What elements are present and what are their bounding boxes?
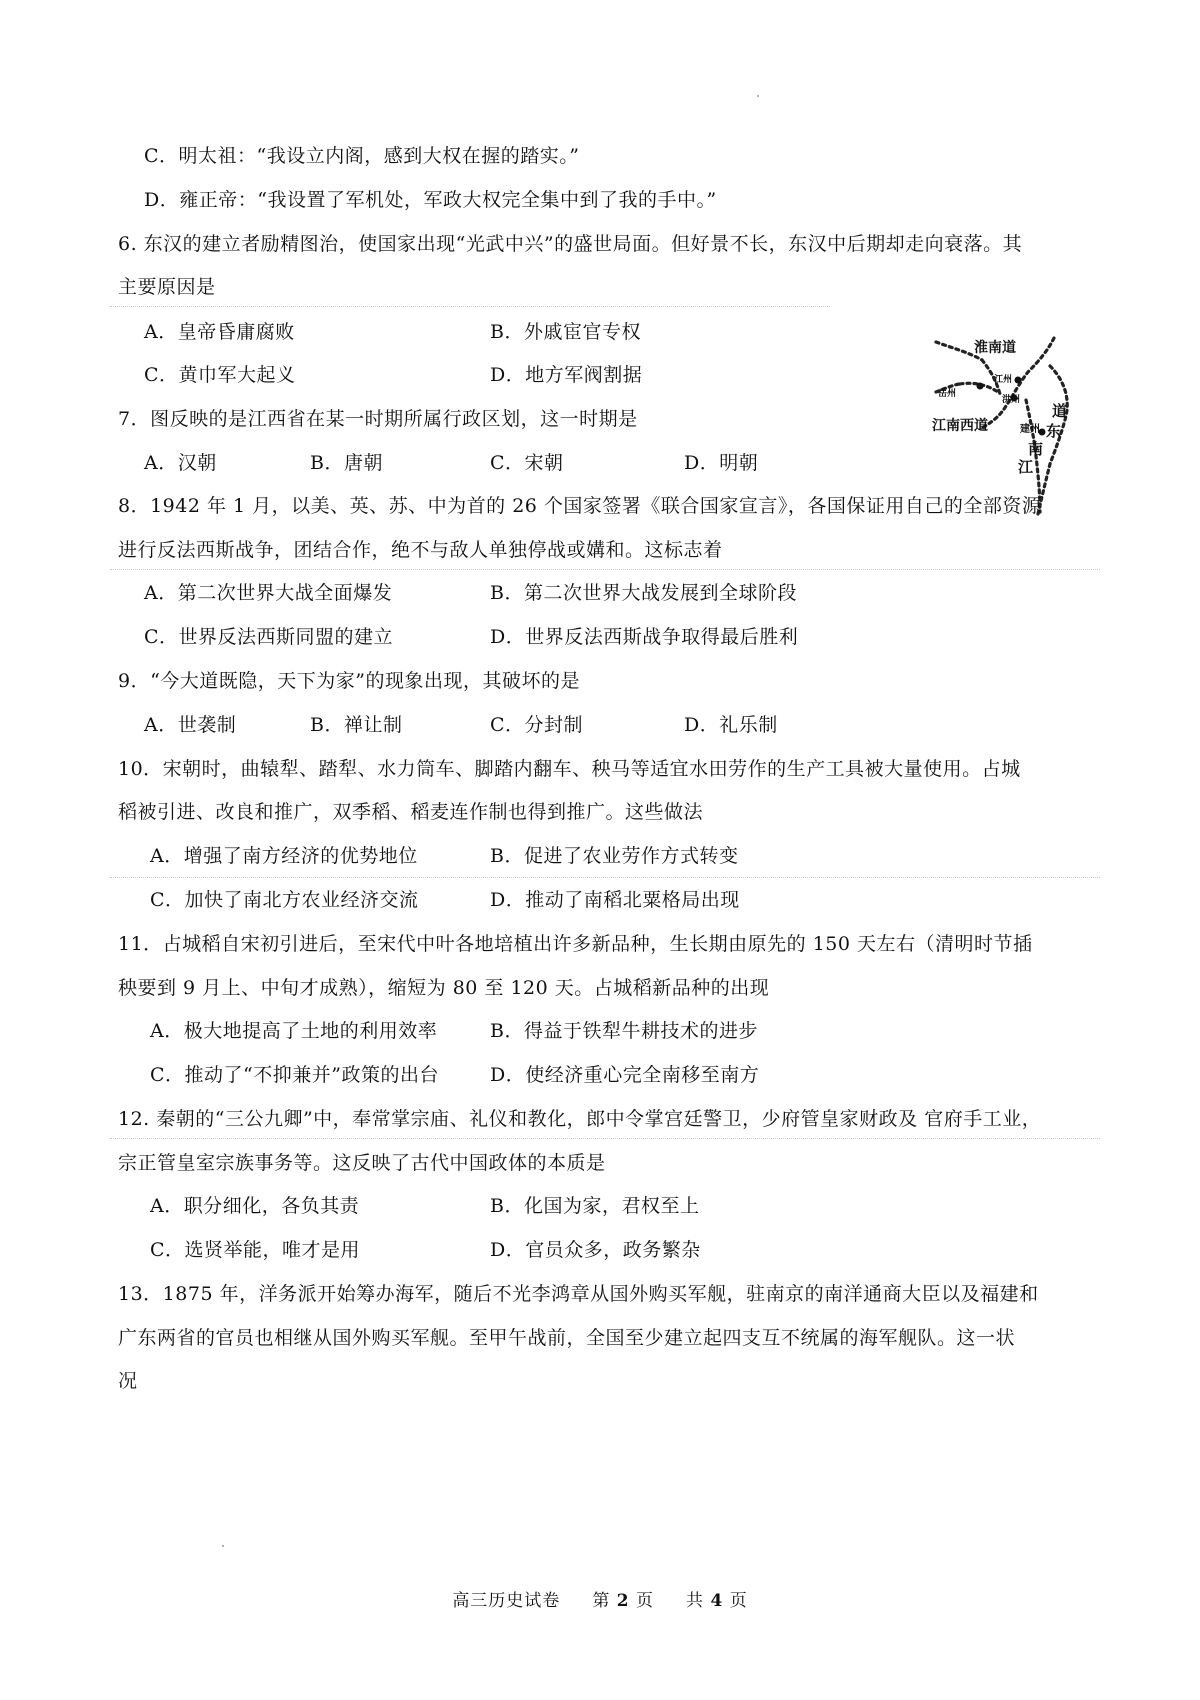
dong-label: 东 bbox=[1046, 422, 1062, 440]
q12-option-d: D．官员众多，政务繁杂 bbox=[490, 1239, 701, 1261]
q5-option-c: C．明太祖：“我设立内阁，感到大权在握的踏实。” bbox=[144, 145, 580, 167]
q7-option-b: B．唐朝 bbox=[310, 452, 383, 474]
q8-option-d: D．世界反法西斯战争取得最后胜利 bbox=[490, 626, 799, 648]
q11-option-d: D．使经济重心完全南移至南方 bbox=[490, 1064, 760, 1086]
q11-option-a: A．极大地提高了土地的利用效率 bbox=[150, 1020, 438, 1042]
q11-option-c: C．推动了“不抑兼并”政策的出台 bbox=[150, 1064, 439, 1086]
jianzhou-label: 建州 bbox=[1020, 424, 1040, 435]
scan-dotted-line bbox=[110, 306, 830, 307]
q11-option-b: B．得益于铁犁牛耕技术的进步 bbox=[490, 1020, 758, 1042]
huainan-label: 淮南道 bbox=[974, 340, 1016, 356]
footer-page-prefix: 第 bbox=[592, 1591, 611, 1611]
q8-stem-line2: 进行反法西斯战争，团结合作，绝不与敌人单独停战或媾和。这标志着 bbox=[118, 539, 723, 561]
q6-option-c: C．黄巾军大起义 bbox=[144, 364, 296, 386]
map-figure bbox=[930, 336, 1100, 518]
footer-total-prefix: 共 bbox=[686, 1591, 705, 1611]
q9-option-c: C．分封制 bbox=[490, 714, 584, 736]
q8-stem-line1: 8．1942 年 1 月，以美、英、苏、中为首的 26 个国家签署《联合国家宣言》，各国保证用自己的全部资源 bbox=[118, 495, 1042, 517]
q7-option-d: D．明朝 bbox=[684, 452, 759, 474]
q5-option-d: D．雍正帝：“我设置了军机处，军政大权完全集中到了我的手中。” bbox=[144, 189, 717, 211]
nan-label: 南 bbox=[1028, 440, 1044, 458]
q9-option-a: A．世袭制 bbox=[144, 714, 237, 736]
q10-option-b: B．促进了农业劳作方式转变 bbox=[490, 845, 739, 867]
q7-option-c: C．宋朝 bbox=[490, 452, 564, 474]
footer-page-suffix: 页 bbox=[636, 1591, 654, 1611]
q8-option-b: B．第二次世界大战发展到全球阶段 bbox=[490, 582, 797, 604]
q6-stem-line2: 主要原因是 bbox=[118, 276, 216, 298]
jiangzhou-dot bbox=[1015, 377, 1022, 384]
q6-stem-line1: 6. 东汉的建立者励精图治，使国家出现“光武中兴”的盛世局面。但好景不长，东汉中后期却走向衰落。其 bbox=[118, 233, 1023, 255]
q10-stem-line1: 10．宋朝时，曲辕犁、踏犁、水力筒车、脚踏内翻车、秧马等适宜水田劳作的生产工具被大量使用。占城 bbox=[118, 758, 1021, 780]
scan-speck bbox=[757, 95, 759, 97]
q9-option-b: B．禅让制 bbox=[310, 714, 403, 736]
yuezhou-dot bbox=[977, 383, 984, 390]
q13-stem-line1: 13．1875 年，洋务派开始筹办海军，随后不光李鸿章从国外购买军舰，驻南京的南洋通商大臣以及福建和 bbox=[118, 1283, 1039, 1305]
q11-stem-line2: 秧要到 9 月上、中旬才成熟），缩短为 80 至 120 天。占城稻新品种的出现 bbox=[118, 977, 770, 999]
jiangxi-region-map bbox=[930, 336, 1100, 518]
footer-title: 高三历史试卷 bbox=[452, 1591, 561, 1611]
q12-stem-line1: 12. 秦朝的“三公九卿”中，奉常掌宗庙、礼仪和教化，郎中令掌宫廷警卫，少府管皇家财政及 官府手工业， bbox=[118, 1108, 1042, 1130]
scan-dotted-line bbox=[110, 877, 1100, 878]
q10-option-d: D．推动了南稻北粟格局出现 bbox=[490, 889, 740, 911]
scan-dotted-line bbox=[110, 1138, 1100, 1139]
q8-option-a: A．第二次世界大战全面爆发 bbox=[144, 582, 393, 604]
q7-option-a: A．汉朝 bbox=[144, 452, 217, 474]
q12-option-b: B．化国为家，君权至上 bbox=[490, 1195, 700, 1217]
q6-option-b: B．外戚宦官专权 bbox=[490, 321, 641, 343]
scan-speck bbox=[222, 1545, 224, 1547]
q13-stem-line2: 广东两省的官员也相继从国外购买军舰。至甲午战前，全国至少建立起四支互不统属的海军舰队。这一状 bbox=[118, 1327, 1016, 1349]
footer-page-number: 2 bbox=[616, 1591, 630, 1611]
q6-option-a: A．皇帝昏庸腐败 bbox=[144, 321, 295, 343]
page-footer bbox=[0, 1586, 1200, 1611]
q11-stem-line1: 11．占城稻自宋初引进后，至宋代中叶各地培植出许多新品种，生长期由原先的 150 天左右（清明时节插 bbox=[118, 933, 1033, 955]
q10-option-a: A．增强了南方经济的优势地位 bbox=[150, 845, 418, 867]
footer-total-suffix: 页 bbox=[729, 1591, 748, 1611]
q10-option-c: C．加快了南北方农业经济交流 bbox=[150, 889, 419, 911]
jiangnan-xi-label: 江南西道 bbox=[932, 418, 988, 434]
yuezhou-label: 岳州 bbox=[938, 389, 957, 399]
q8-option-c: C．世界反法西斯同盟的建立 bbox=[144, 626, 394, 648]
q12-option-a: A．职分细化，各负其责 bbox=[150, 1195, 360, 1217]
q7-stem: 7．图反映的是江西省在某一时期所属行政区划，这一时期是 bbox=[118, 408, 638, 430]
jiang-label: 江 bbox=[1018, 458, 1034, 476]
q9-option-d: D．礼乐制 bbox=[684, 714, 778, 736]
q12-stem-line2: 宗正管皇室宗族事务等。这反映了古代中国政体的本质是 bbox=[118, 1152, 606, 1174]
footer-total-number: 4 bbox=[710, 1591, 724, 1611]
dao-label: 道 bbox=[1052, 402, 1068, 420]
q12-option-c: C．选贤举能，唯才是用 bbox=[150, 1239, 361, 1261]
jiangzhou-label: 江州 bbox=[994, 375, 1013, 385]
scan-dotted-line bbox=[110, 569, 1100, 570]
hongzhou-label: 洪州 bbox=[1002, 395, 1021, 405]
q10-stem-line2: 稻被引进、改良和推广，双季稻、稻麦连作制也得到推广。这些做法 bbox=[118, 801, 704, 823]
q6-option-d: D．地方军阀割据 bbox=[490, 364, 643, 386]
q13-stem-line3: 况 bbox=[118, 1370, 138, 1392]
q9-stem: 9．“今大道既隐，天下为家”的现象出现，其破坏的是 bbox=[118, 670, 581, 692]
